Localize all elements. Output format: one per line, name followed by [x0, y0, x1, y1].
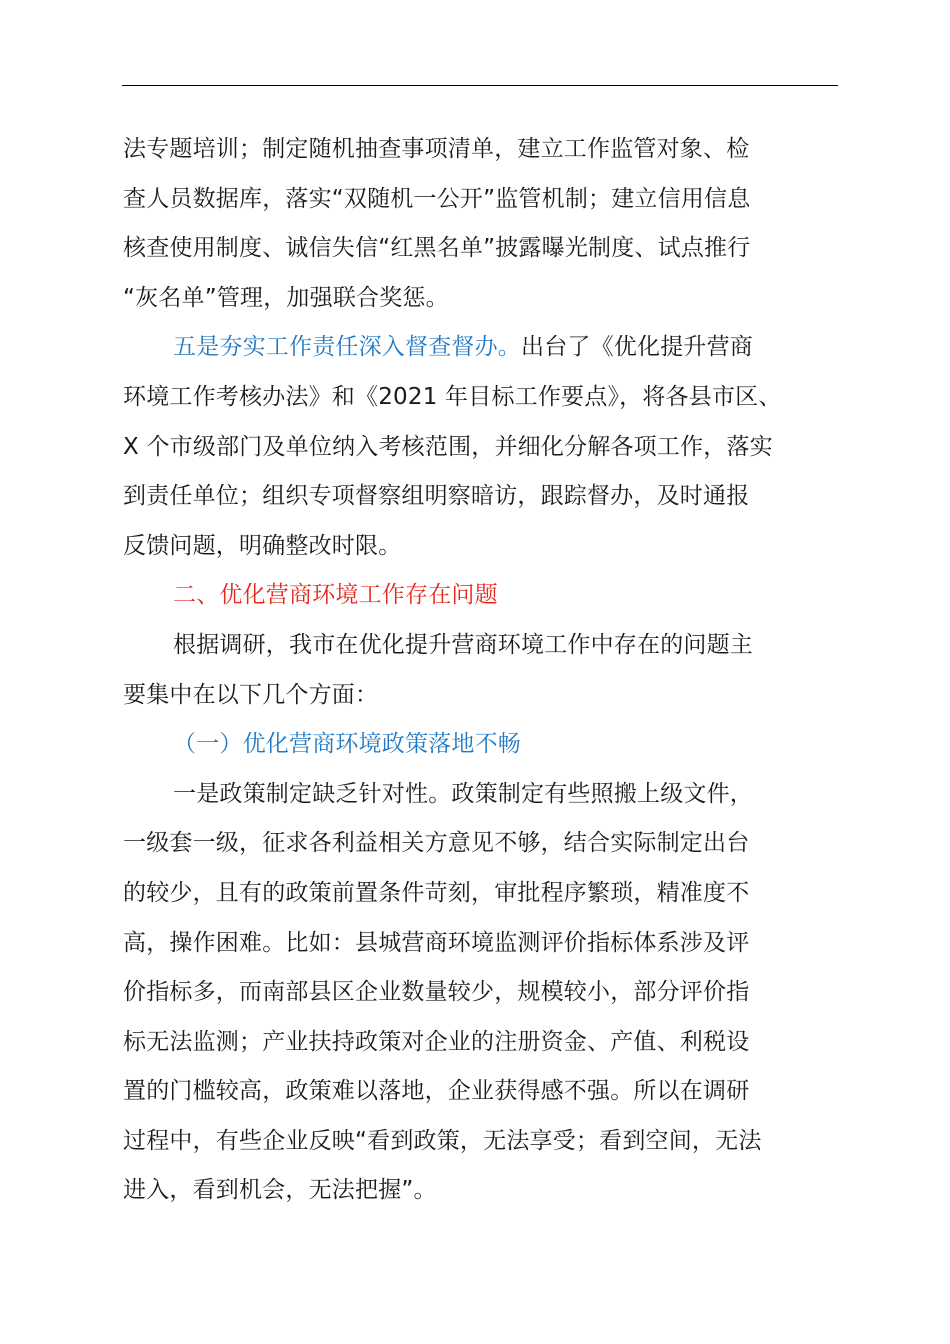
paragraph-line: 一级套一级，征求各利益相关方意见不够，结合实际制定出台 [123, 830, 750, 857]
paragraph-text: 出台了《优化提升营商 [521, 334, 753, 361]
paragraph-line: 查人员数据库，落实“双随机一公开”监管机制；建立信用信息 [123, 185, 751, 212]
paragraph-line: 价指标多，而南部县区企业数量较少，规模较小，部分评价指 [123, 979, 750, 1006]
paragraph-line: 置的门槛较高，政策难以落地，企业获得感不强。所以在调研 [123, 1078, 750, 1105]
paragraph-responsibility [123, 323, 839, 571]
paragraph-line: X 个市级部门及单位纳入考核范围，并细化分解各项工作，落实 [123, 433, 773, 460]
paragraph-line: 环境工作考核办法》和《2021 年目标工作要点》，将各县市区、 [123, 383, 782, 410]
section-heading-problems: 二、优化营商环境工作存在问题 [173, 582, 498, 609]
document-body [123, 125, 839, 1216]
paragraph-supervision-mechanism [123, 125, 839, 323]
subheading-policy-implementation: （一）优化营商环境政策落地不畅 [173, 731, 521, 758]
paragraph-line: 根据调研，我市在优化提升营商环境工作中存在的问题主 [173, 631, 753, 658]
paragraph-line: 反馈问题，明确整改时限。 [123, 532, 402, 559]
paragraph-policy-targeting [123, 770, 839, 1216]
paragraph-problems-intro [123, 621, 839, 720]
paragraph-line: 核查使用制度、诚信失信“红黑名单”披露曝光制度、试点推行 [123, 235, 751, 262]
paragraph-line: 进入，看到机会，无法把握”。 [123, 1177, 437, 1204]
paragraph-line: 过程中，有些企业反映“看到政策，无法享受；看到空间，无法 [123, 1127, 762, 1154]
paragraph-line: 一是政策制定缺乏针对性。政策制定有些照搬上级文件， [173, 780, 753, 807]
paragraph-line: “灰名单”管理，加强联合奖惩。 [123, 284, 449, 311]
paragraph-line: 标无法监测；产业扶持政策对企业的注册资金、产值、利税设 [123, 1028, 750, 1055]
paragraph-line: 法专题培训；制定随机抽查事项清单，建立工作监管对象、检 [123, 136, 750, 162]
point-five-lead: 五是夯实工作责任深入督查督办。 [173, 334, 521, 361]
paragraph-line: 到责任单位；组织专项督察组明察暗访，跟踪督办，及时通报 [123, 483, 750, 510]
paragraph-line: 高，操作困难。比如：县城营商环境监测评价指标体系涉及评 [123, 929, 750, 956]
paragraph-line: 要集中在以下几个方面： [123, 681, 379, 708]
header-rule [122, 85, 838, 86]
paragraph-line: 的较少，且有的政策前置条件苛刻，审批程序繁琐，精准度不 [123, 879, 750, 906]
paragraph-line [123, 323, 839, 373]
